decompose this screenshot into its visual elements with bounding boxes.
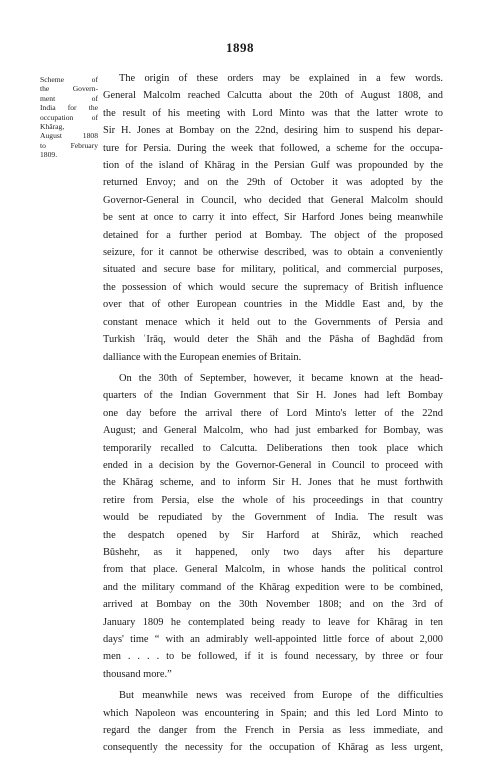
- text-line: regard the danger from the French in Persia as less immediate, and: [103, 725, 443, 737]
- text-line: August; and General Malcolm, who had just embarked for Bombay, was: [103, 425, 443, 437]
- text-line: retire from Persia, else the whole of his proceedings in that country: [103, 494, 443, 506]
- text-line: the possession of which would secure the supremacy of British influence: [103, 281, 443, 293]
- text-line: The origin of these orders may be explained in a few words.: [119, 73, 443, 84]
- text-line: from that place. General Malcolm, in whose hands the political control: [103, 564, 443, 576]
- margin-note-line: ment of: [40, 93, 98, 103]
- margin-note-line: 1809.: [40, 150, 58, 160]
- text-line: situated and secure base for military, political, and commercial purposes,: [103, 264, 443, 276]
- text-line: thousand more.”: [103, 668, 172, 680]
- text-line: the Khārag scheme, and to inform Sir H. Jones that he must forthwith: [103, 477, 443, 489]
- text-line: ture for Persia. During the week that followed, a scheme for the occupa-: [103, 142, 443, 154]
- margin-note: [40, 75, 98, 160]
- text-line: men . . . . to be followed, if it is found necessary, by three or four: [103, 651, 443, 663]
- text-line: dalliance with the European enemies of Britain.: [103, 351, 302, 363]
- text-line: detained for a further period at Bombay. The object of the proposed: [103, 229, 443, 241]
- paragraph: [103, 370, 443, 683]
- text-line: Sir H. Jones at Bombay on the 22nd, desiring him to suspend his depar-: [103, 125, 443, 137]
- text-line: On the 30th of September, however, it became known at the head-: [119, 372, 443, 384]
- text-line: which Napoleon was encountering in Spain; and this led Lord Minto to: [103, 707, 443, 719]
- text-line: returned Envoy; and on the 29th of October it was adopted by the: [103, 177, 443, 189]
- text-line: one day before the arrival there of Lord Minto's letter of the 22nd: [103, 407, 443, 419]
- margin-note-line: occupation of: [40, 112, 98, 122]
- text-line: quarters of the Indian Government that Sir H. Jones had left Bombay: [103, 390, 443, 402]
- margin-note-line: to February: [40, 140, 98, 150]
- text-line: ended in a decision by the Governor-General in Council to proceed with: [103, 459, 443, 471]
- text-line: the result of his meeting with Lord Minto was that the latter wrote to: [103, 107, 443, 119]
- page-number: 1898: [226, 40, 254, 55]
- text-line: tion of the island of Khārag in the Persian Gulf was propounded by the: [103, 160, 443, 172]
- text-line: arrived at Bombay on the 30th November 1808; and on the 3rd of: [103, 599, 443, 611]
- text-line: constant menace which it held out to the Governments of Persia and: [103, 316, 443, 328]
- text-line: days' time “ with an admirably well-appointed little force of about 2,000: [103, 634, 443, 645]
- paragraph: [103, 687, 443, 757]
- text-line: would be repudiated by the Government of India. The result was: [103, 512, 443, 524]
- text-line: over that of other European countries in the Middle East and, by the: [103, 299, 443, 311]
- body-text: [103, 70, 443, 757]
- text-line: consequently the necessity for the occupation of Khārag as less urgent,: [103, 742, 443, 754]
- text-line: temporarily recalled to Calcutta. Deliberations then took place which: [103, 442, 443, 454]
- text-line: But meanwhile news was received from Europe of the difficulties: [119, 690, 443, 702]
- paragraph: [103, 70, 443, 366]
- text-line: Governor-General in Council, who decided that General Malcolm should: [103, 194, 443, 206]
- text-line: General Malcolm reached Calcutta about the 20th of August 1808, and: [103, 90, 443, 102]
- text-line: Būshehr, as it happened, only two days after his departure: [103, 546, 443, 558]
- text-line: and the military command of the Khārag expedition were to be combined,: [103, 581, 443, 593]
- margin-note-line: Scheme of: [40, 75, 98, 84]
- text-line: January 1809 he contemplated being ready to leave for Khārag in ten: [103, 616, 443, 628]
- text-line: the despatch opened by Sir Harford at Shirāz, which reached: [103, 529, 443, 541]
- text-line: Turkish ʿIrāq, would deter the Shāh and the Pāsha of Baghdād from: [103, 334, 443, 346]
- text-line: be sent at once to carry it into effect, Sir Harford Jones being meanwhile: [103, 212, 443, 224]
- margin-note-line: August 1808: [40, 131, 98, 141]
- margin-note-line: India for the: [40, 103, 98, 113]
- margin-note-line: Khārag,: [40, 122, 65, 132]
- margin-note-line: the Govern-: [40, 84, 98, 94]
- text-line: seizure, for it cannot be otherwise described, was to obtain a conveniently: [103, 247, 443, 259]
